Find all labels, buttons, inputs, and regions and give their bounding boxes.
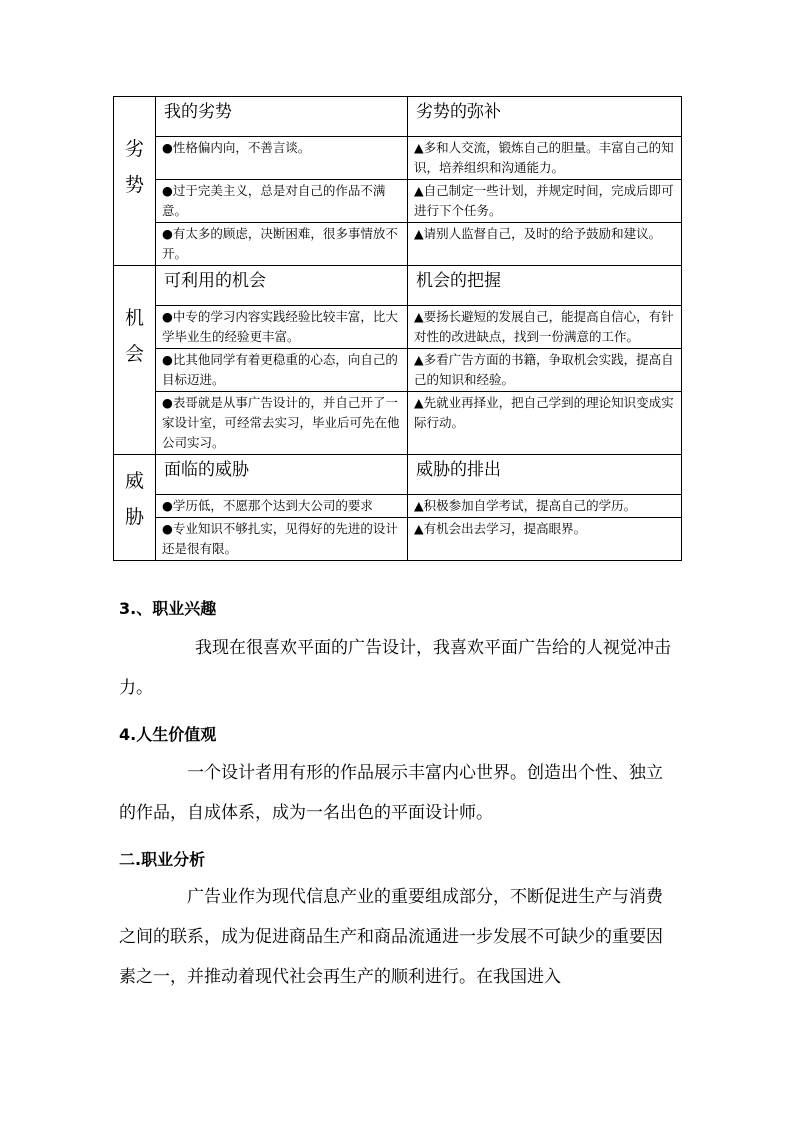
threat-header-row: [114, 455, 682, 495]
threat-label: 威 胁: [114, 455, 156, 561]
opportunity-header-row: [114, 266, 682, 306]
section3-heading: 3.、职业兴趣: [119, 599, 217, 618]
table-row: [114, 223, 682, 266]
opportunity-grasp-item: ▲先就业再择业，把自己学到的理论知识变成实际行动。: [408, 392, 682, 455]
weakness-remedy-item: ▲多和人交流，锻炼自己的胆量。丰富自己的知识，培养组织和沟通能力。: [408, 137, 682, 180]
threat-removal-item: ▲积极参加自学考试，提高自己的学历。: [408, 495, 682, 518]
weakness-label: 劣 势: [114, 97, 156, 266]
table-row: [114, 392, 682, 455]
opportunity-item: ●中专的学习内容实践经验比较丰富，比大学毕业生的经验更丰富。: [156, 306, 408, 349]
threat-item: ●学历低，不愿那个达到大公司的要求: [156, 495, 408, 518]
table-row: [114, 137, 682, 180]
table-row: [114, 180, 682, 223]
weakness-header-row: [114, 97, 682, 137]
weakness-remedy-item: ▲请别人监督自己，及时的给予鼓励和建议。: [408, 223, 682, 266]
opportunity-label: 机 会: [114, 266, 156, 455]
weakness-item: ●性格偏内向，不善言谈。: [156, 137, 408, 180]
section4-paragraph: 一个设计者用有形的作品展示丰富内心世界。创造出个性、独立的作品，自成体系，成为一名出色的平面设计师。: [119, 763, 663, 823]
threat-col-header: 面临的威胁: [156, 455, 408, 495]
weakness-item: ●过于完美主义，总是对自己的作品不满意。: [156, 180, 408, 223]
section4-heading: 4.人生价值观: [119, 725, 217, 744]
threat-item: ●专业知识不够扎实，见得好的先进的设计还是很有限。: [156, 518, 408, 561]
table-row: [114, 306, 682, 349]
table-row: [114, 349, 682, 392]
opportunity-item: ●表哥就是从事广告设计的，并自己开了一家设计室，可经常去实习，毕业后可先在他公司实习。: [156, 392, 408, 455]
opportunity-item: ●比其他同学有着更稳重的心态，向自己的目标迈进。: [156, 349, 408, 392]
section-two-heading: 二.职业分析: [119, 850, 206, 869]
threat-removal-item: ▲有机会出去学习，提高眼界。: [408, 518, 682, 561]
section3-paragraph: 我现在很喜欢平面的广告设计，我喜欢平面广告给的人视觉冲击力。: [119, 638, 671, 698]
weakness-remedy-item: ▲自己制定一些计划，并规定时间，完成后即可进行下个任务。: [408, 180, 682, 223]
weakness-remedy-col-header: 劣势的弥补: [408, 97, 682, 137]
opportunity-grasp-item: ▲多看广告方面的书籍，争取机会实践，提高自己的知识和经验。: [408, 349, 682, 392]
table-row: [114, 518, 682, 561]
weakness-item: ●有太多的顾虑，决断困难，很多事情放不开。: [156, 223, 408, 266]
section-two-paragraph: 广告业作为现代信息产业的重要组成部分，不断促进生产与消费之间的联系，成为促进商品生产和商品流通进一步发展不可缺少的重要因素之一，并推动着现代社会再生产的顺利进行。在我国进入: [119, 887, 663, 987]
table-row: [114, 495, 682, 518]
opportunity-grasp-item: ▲要扬长避短的发展自己，能提高自信心，有针对性的改进缺点，找到一份满意的工作。: [408, 306, 682, 349]
opportunity-grasp-col-header: 机会的把握: [408, 266, 682, 306]
swot-table: [113, 96, 682, 561]
weakness-col-header: 我的劣势: [156, 97, 408, 137]
opportunity-col-header: 可利用的机会: [156, 266, 408, 306]
threat-removal-col-header: 威胁的排出: [408, 455, 682, 495]
